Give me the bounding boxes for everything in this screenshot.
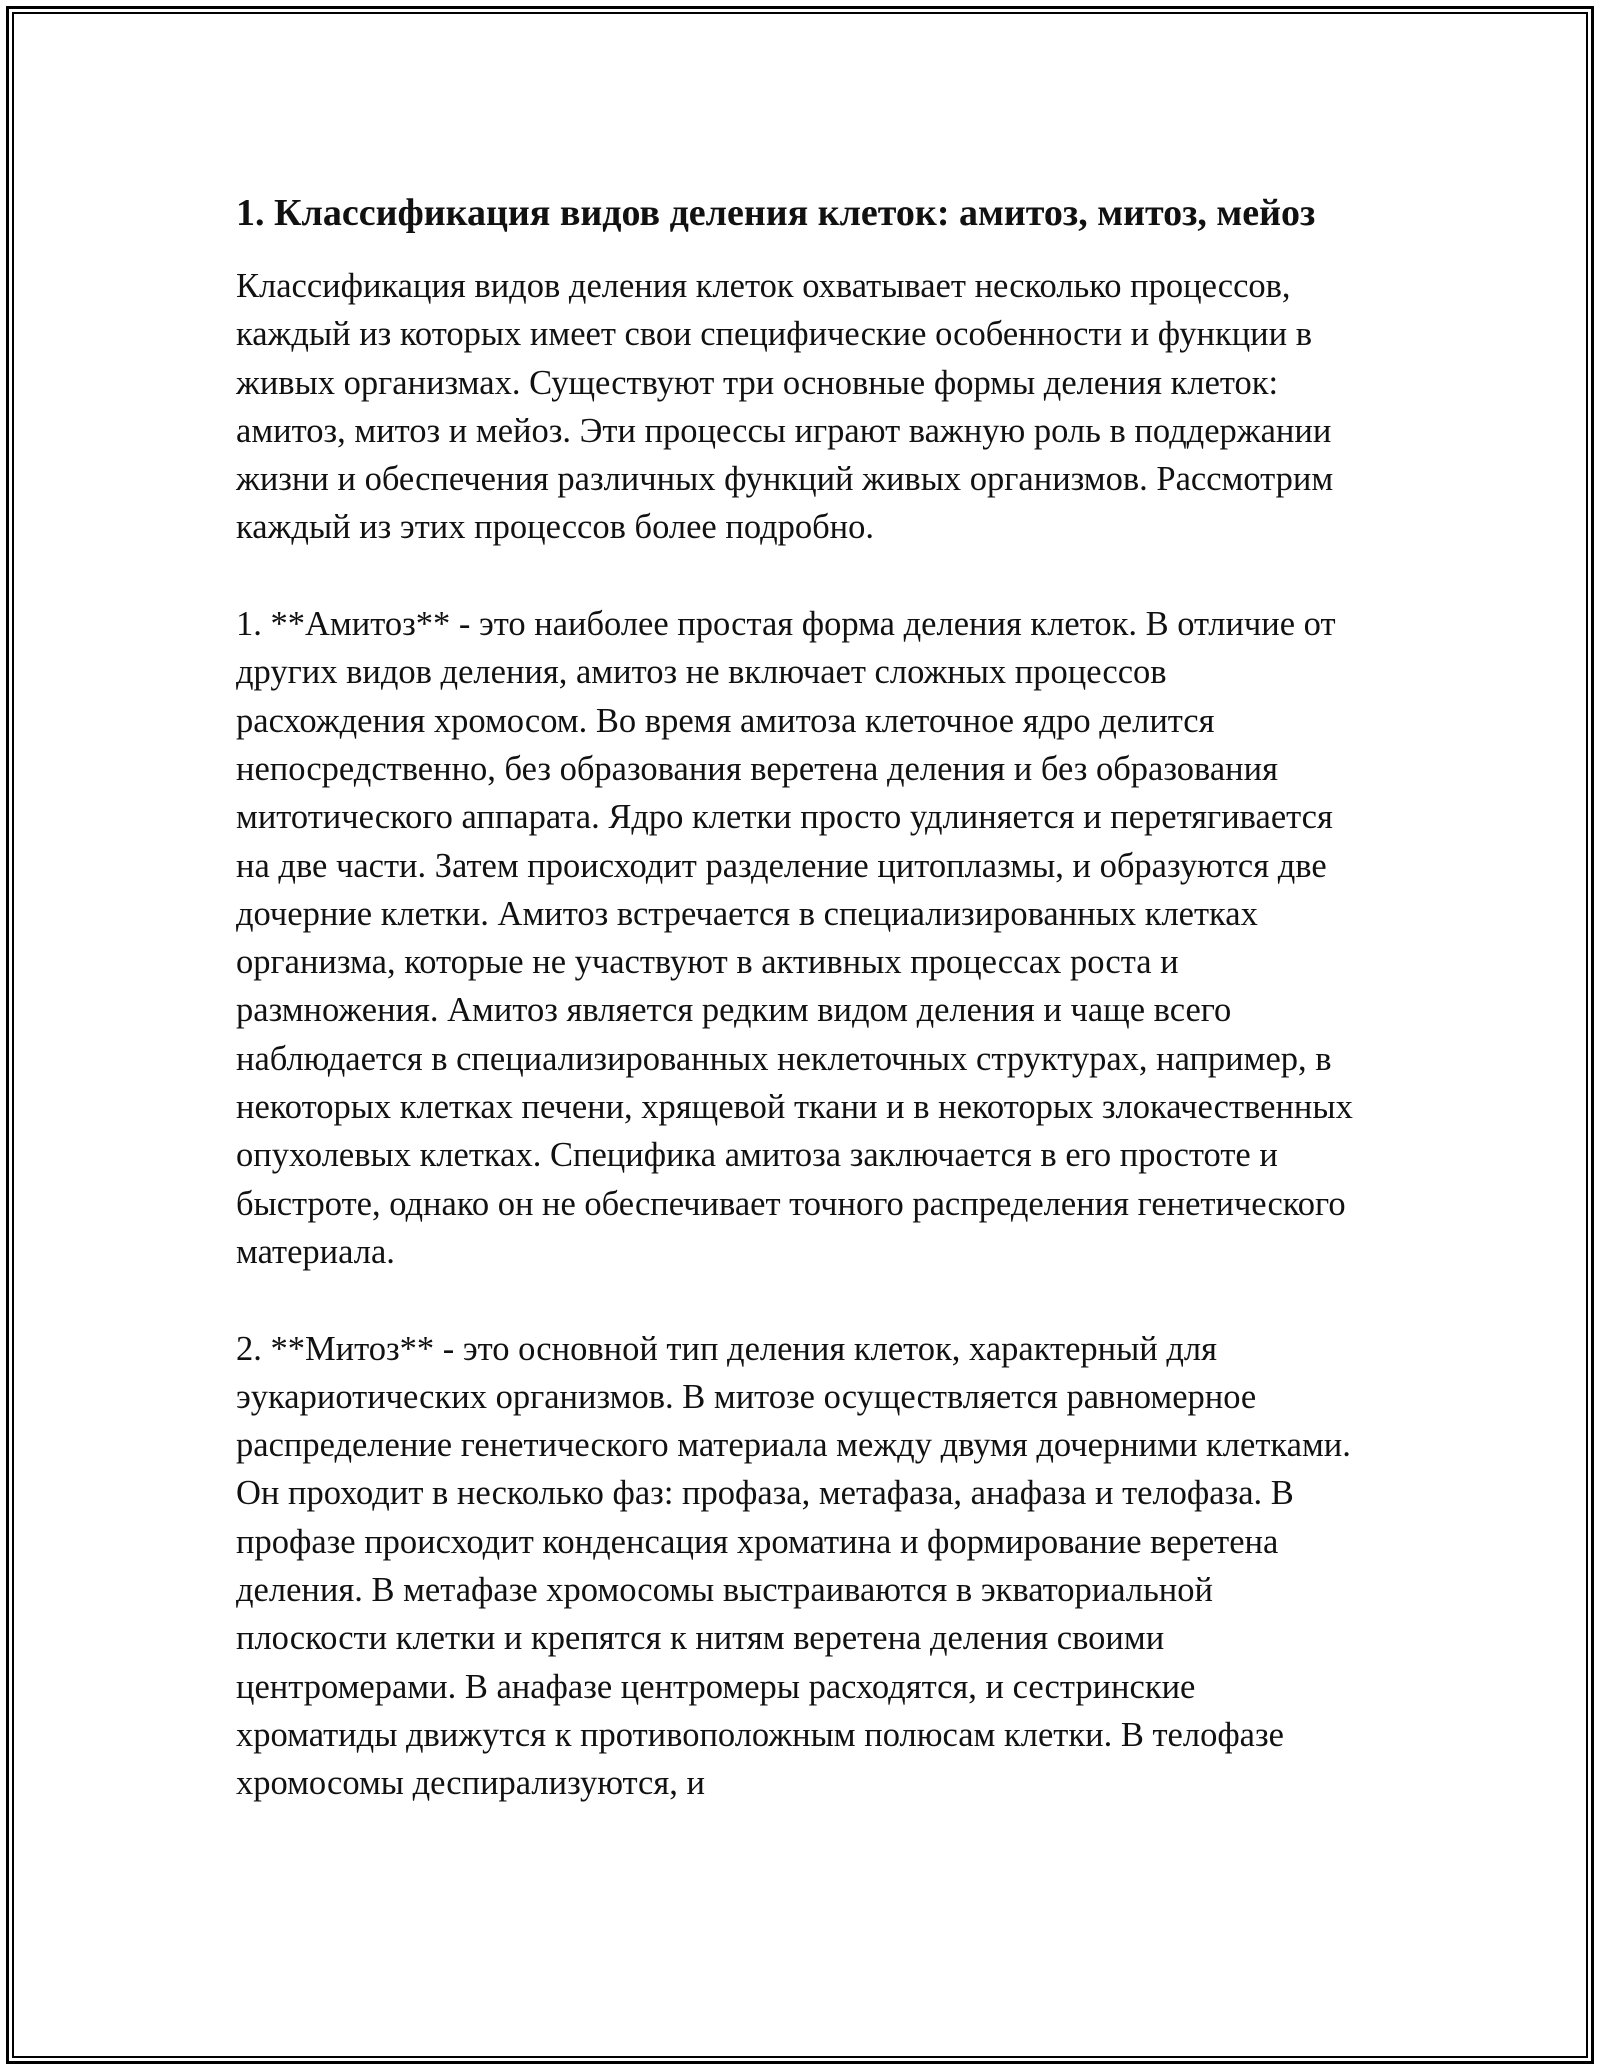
intro-paragraph: Классификация видов деления клеток охватывает несколько процессов, каждый из которых имеет свои специфические особенности и функции в живых организмах. Существуют три основные формы деления клеток: амитоз, митоз и мейоз. Эти процессы играют важную роль в поддержании жизни и обеспечения различных функций живых организмов. Рассмотрим каждый из этих процессов более подробно. [236, 267, 1334, 547]
section-heading: 1. Классификация видов деления клеток: амитоз, митоз, мейоз [236, 192, 1316, 234]
mitosis-paragraph: 2. **Митоз** - это основной тип деления клеток, характерный для эукариотических организмов. В митозе осуществляется равномерное распределение генетического материала между двумя дочерними клетками. Он проходит в несколько фаз: профаза, метафаза, анафаза и телофаза. В профазе происходит конденсация хроматина и формирование веретена деления. В метафазе хромосомы выстраиваются в экваториальной плоскости клетки и крепятся к нитям веретена деления своими центромерами. В анафазе центромеры расходятся, и сестринские хроматиды движутся к противоположным полюсам клетки. В телофазе хромосомы деспирализуются, и [236, 1329, 1351, 1803]
document-body [236, 186, 1364, 1856]
amitosis-paragraph: 1. **Амитоз** - это наиболее простая форма деления клеток. В отличие от других видов деления, амитоз не включает сложных процессов расхождения хромосом. Во время амитоза клеточное ядро делится непосредственно, без образования веретена деления и без образования митотического аппарата. Ядро клетки просто удлиняется и перетягивается на две части. Затем происходит разделение цитоплазмы, и образуются две дочерние клетки. Амитоз встречается в специализированных клетках организма, которые не участвуют в активных процессах роста и размножения. Амитоз является редким видом деления и чаще всего наблюдается в специализированных неклеточных структурах, например, в некоторых клетках печени, хрящевой ткани и в некоторых злокачественных опухолевых клетках. Специфика амитоза заключается в его простоте и быстроте, однако он не обеспечивает точного распределения генетического материала. [236, 605, 1353, 1271]
